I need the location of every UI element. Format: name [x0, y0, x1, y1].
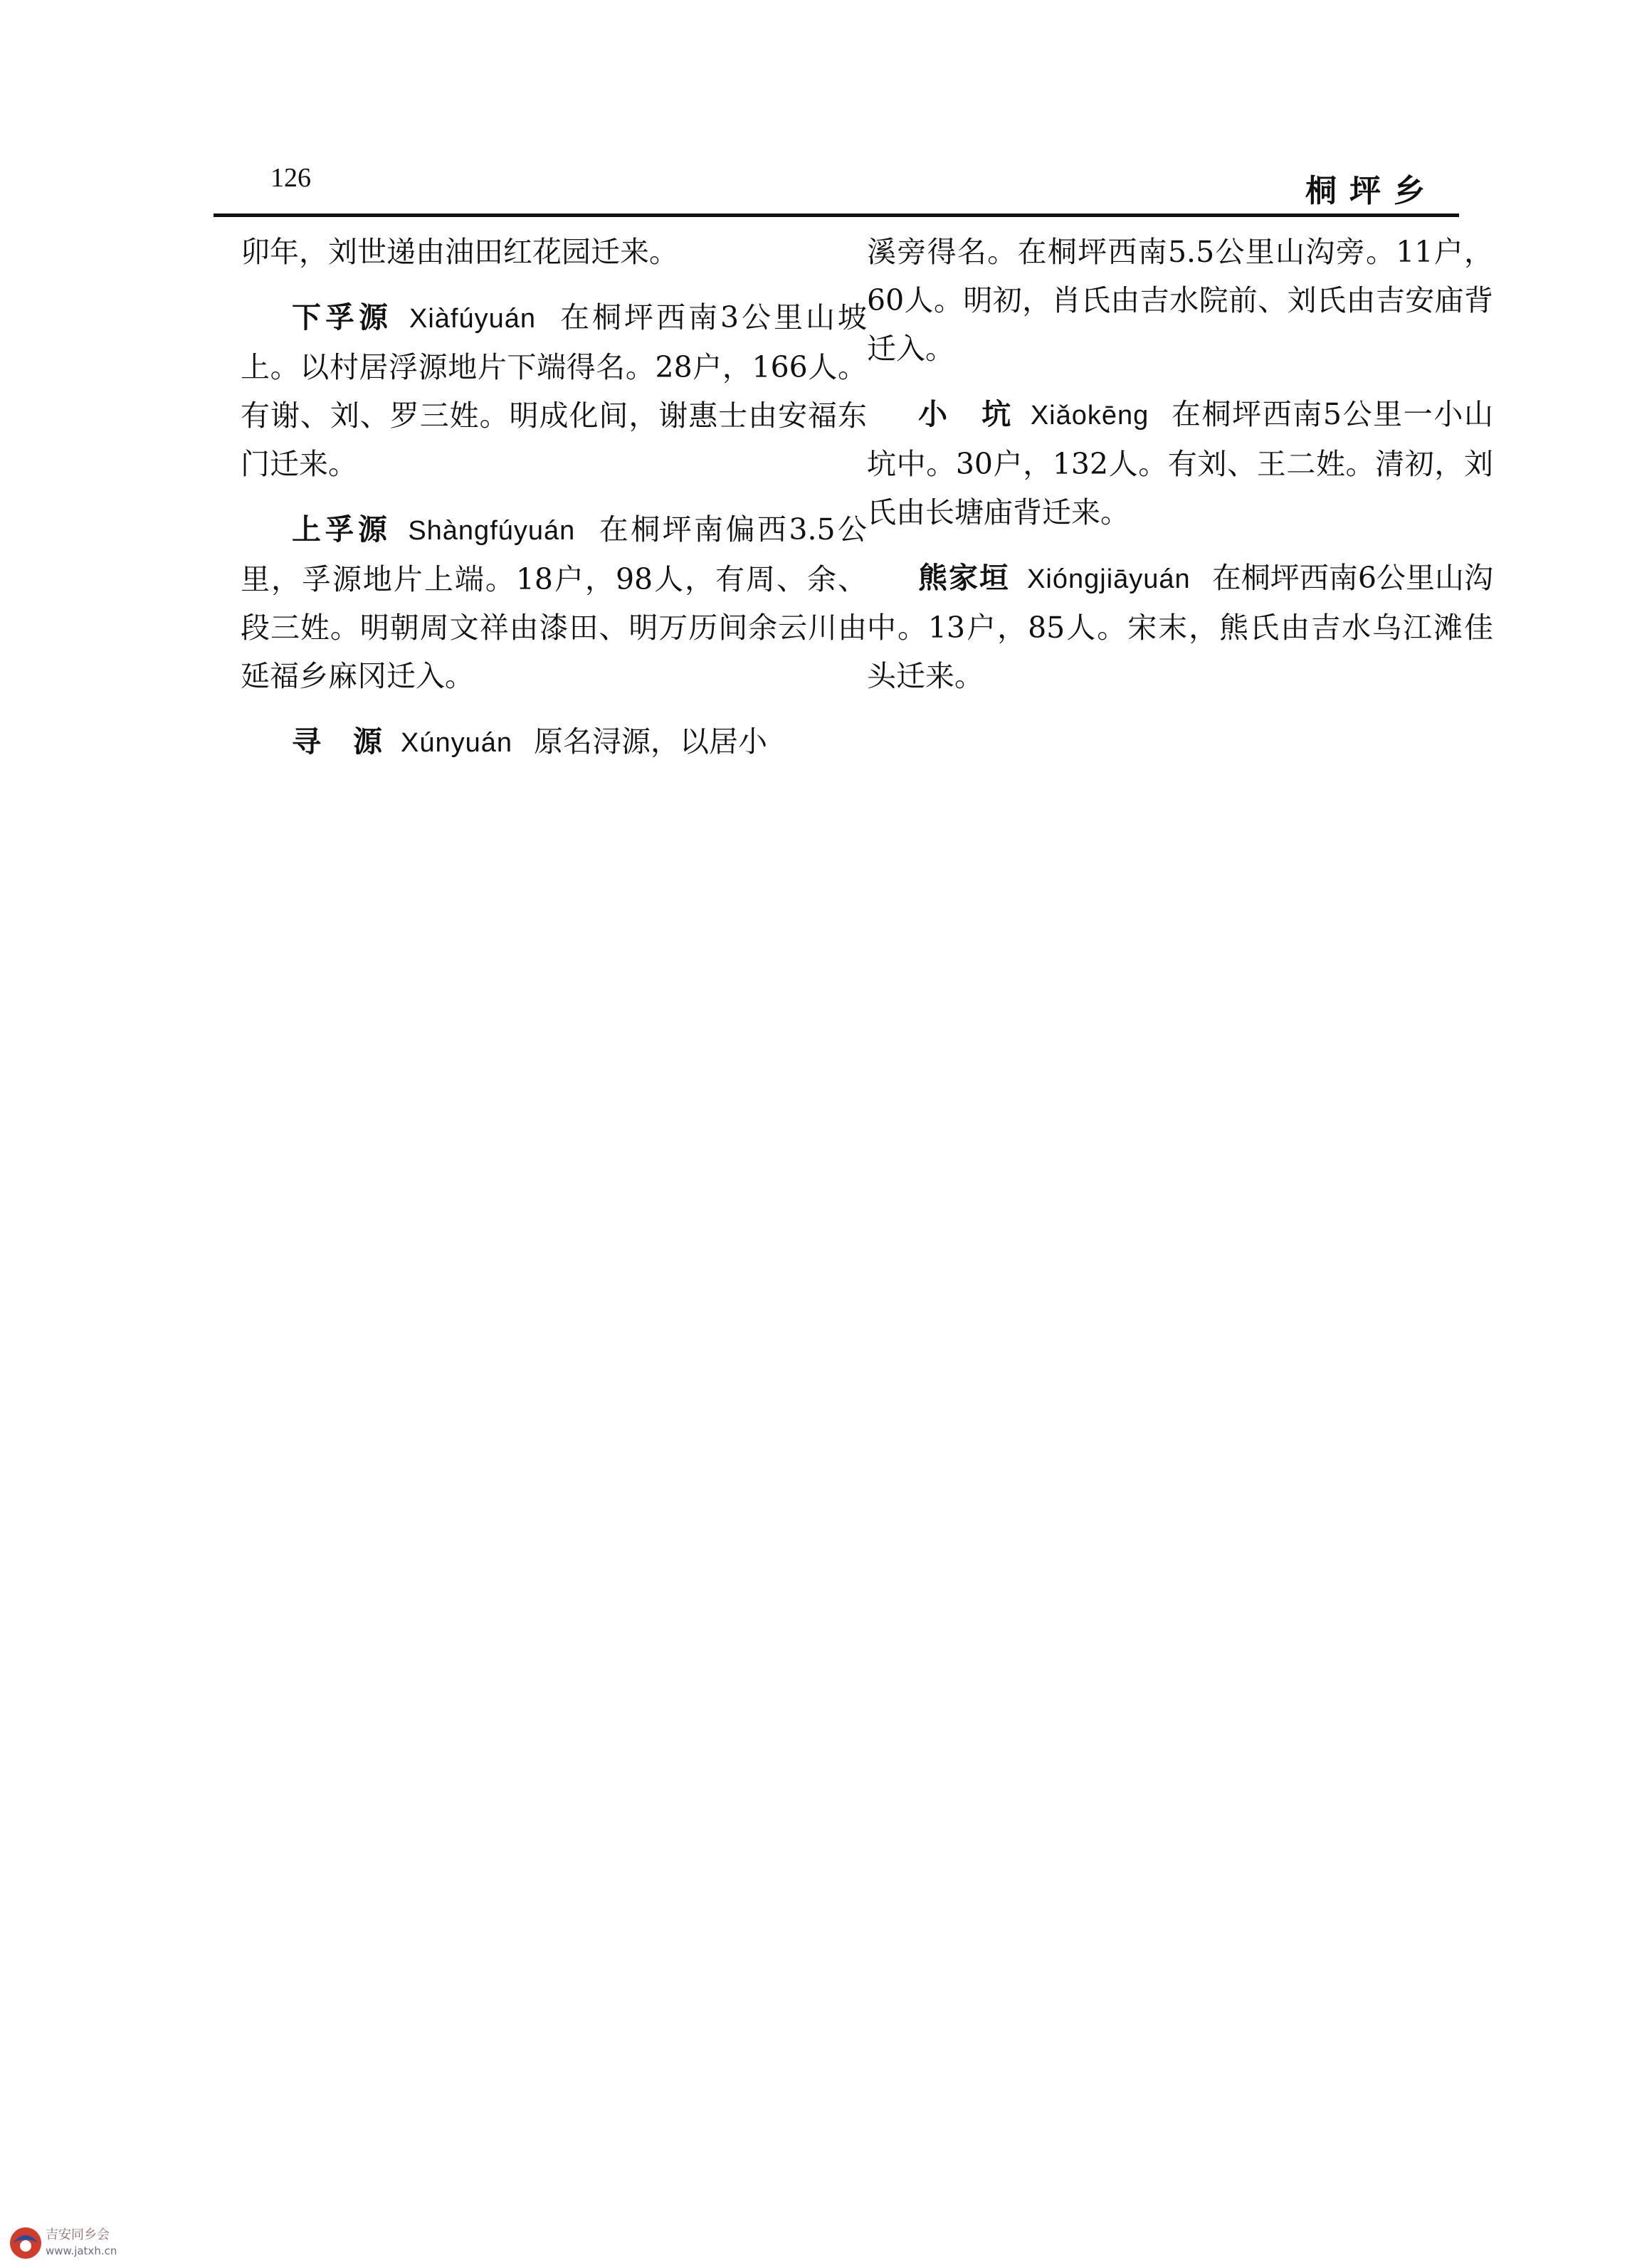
section-title: 桐坪乡	[1305, 173, 1438, 209]
continued-paragraph	[241, 228, 867, 276]
continued-paragraph	[867, 228, 1493, 373]
place-pinyin: Xiǎokēng	[1030, 401, 1149, 431]
place-name: 寻 源	[292, 724, 384, 759]
place-name: 上孚源	[292, 512, 391, 547]
place-entry	[241, 717, 867, 767]
header-rule	[214, 213, 1459, 217]
place-entry	[867, 390, 1493, 537]
place-pinyin: Shàngfúyuán	[408, 516, 576, 546]
place-pinyin: Xiàfúyuán	[409, 304, 536, 334]
entry-text: 原名浔源，以居小	[534, 724, 768, 759]
entry-text: 卯年，刘世递由油田红花园迁来。	[241, 235, 678, 269]
watermark-url: www.jatxh.cn	[46, 2245, 117, 2257]
red-emblem-icon	[6, 2222, 46, 2262]
entry-text: 溪旁得名。在桐坪西南5.5公里山沟旁。11户，60人。明初，肖氏由吉水院前、刘氏由吉安庙背迁入。	[867, 235, 1493, 366]
place-name: 小 坑	[918, 397, 1014, 431]
place-pinyin: Xióngjiāyuán	[1027, 564, 1191, 594]
page-number: 126	[270, 163, 311, 193]
entry-text: 在桐坪西南6公里山沟中。13户，85人。宋末，熊氏由吉水乌江滩佳头迁来。	[867, 561, 1494, 693]
page-header	[214, 162, 1459, 219]
place-entry	[241, 505, 867, 700]
entry-text: 在桐坪南偏西3.5公里，孚源地片上端。18户，98人，有周、余、段三姓。明朝周文祥由漆田、明万历间余云川由延福乡麻冈迁入。	[241, 512, 867, 693]
place-name: 下孚源	[292, 300, 392, 334]
left-column	[241, 228, 867, 784]
place-entry	[867, 554, 1493, 700]
watermark-text: 吉安同乡会	[46, 2227, 110, 2242]
entry-text: 在桐坪西南5公里一小山坑中。30户，132人。有刘、王二姓。清初，刘氏由长塘庙背迁来。	[867, 397, 1493, 529]
right-column	[867, 228, 1493, 717]
place-name: 熊家垣	[918, 561, 1011, 595]
entry-text: 在桐坪西南3公里山坡上。以村居浮源地片下端得名。28户，166人。有谢、刘、罗三姓。明成化间，谢惠士由安福东门迁来。	[241, 300, 868, 481]
watermark	[6, 2222, 148, 2264]
place-pinyin: Xúnyuán	[401, 728, 513, 758]
place-entry	[241, 293, 867, 488]
